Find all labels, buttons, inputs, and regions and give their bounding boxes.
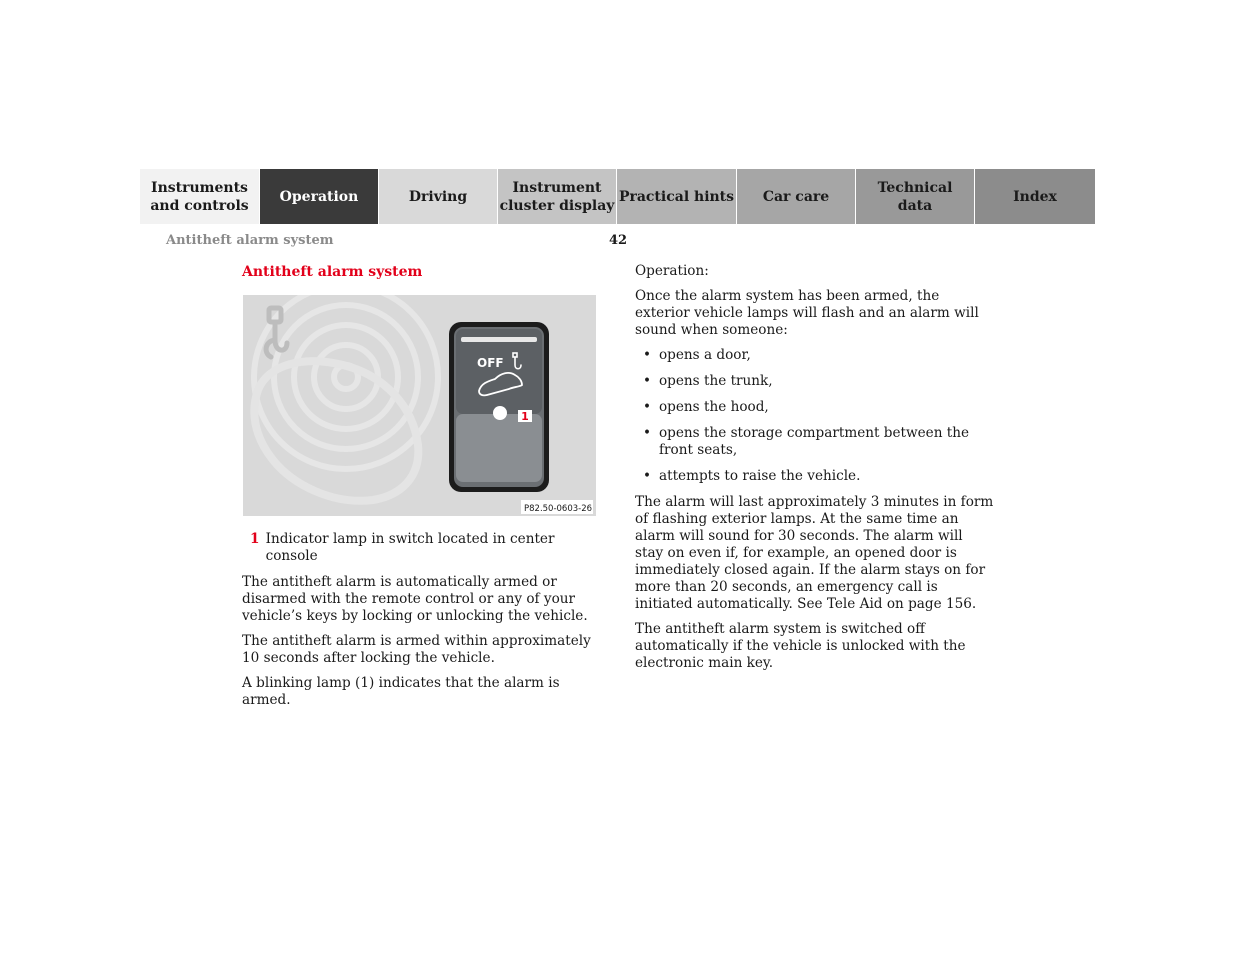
tab-driving[interactable]: Driving	[379, 169, 498, 224]
paragraph-switch-off: The antitheft alarm system is switched off automatically if the vehicle is unlocked with the electronic main key.	[635, 621, 966, 671]
callout-badge-number: 1	[521, 410, 529, 423]
paragraph-arming-delay	[242, 633, 602, 667]
callout-item	[250, 531, 602, 565]
tab-operation[interactable]: Operation	[260, 169, 379, 224]
paragraph-intro: Once the alarm system has been armed, the exterior vehicle lamps will flash and an alarm will sound when someone:	[635, 288, 979, 338]
section-title: Antitheft alarm system	[242, 264, 423, 280]
paragraph-blinking-lamp: A blinking lamp (1) indicates that the alarm is armed.	[242, 675, 560, 708]
list-item: • attempts to raise the vehicle.	[635, 468, 995, 485]
page-number: 42	[609, 233, 628, 248]
callout-text: Indicator lamp in switch located in center console	[265, 531, 555, 564]
trigger-list	[635, 347, 995, 485]
list-item: • opens a door,	[635, 347, 995, 364]
arming-delay-line2: 10 seconds after locking the vehicle.	[242, 650, 495, 666]
list-item: • opens the storage compartment between the front seats,	[635, 425, 995, 459]
list-item: • opens the trunk,	[635, 373, 995, 390]
indicator-lamp	[493, 406, 507, 420]
figure-code: P82.50-0603-26	[524, 504, 593, 514]
left-column	[242, 531, 602, 717]
chapter-nav	[140, 169, 1095, 224]
tab-practical-hints[interactable]: Practical hints	[617, 169, 737, 224]
paragraph-arming: The antitheft alarm is automatically armed or disarmed with the remote control or any of your vehicle’s keys by locking or unlocking the vehicle.	[242, 574, 588, 624]
console-switch	[449, 322, 549, 492]
list-item: • opens the hood,	[635, 399, 995, 416]
tab-technical-data[interactable]: Technical data	[856, 169, 975, 224]
callout-number: 1	[250, 531, 260, 547]
switch-off-label: OFF	[477, 356, 504, 370]
running-title: Antitheft alarm system	[166, 233, 334, 248]
right-column	[635, 263, 995, 680]
tab-instruments-and-controls[interactable]: Instruments and controls	[140, 169, 260, 224]
switch-light-strip	[461, 337, 537, 342]
tab-instrument-cluster-display[interactable]: Instrument cluster display	[498, 169, 617, 224]
tab-car-care[interactable]: Car care	[737, 169, 856, 224]
arming-delay-line1: The antitheft alarm is armed within approximately	[242, 633, 591, 649]
operation-heading: Operation:	[635, 263, 709, 279]
tab-index[interactable]: Index	[975, 169, 1095, 224]
alarm-switch-figure	[243, 295, 596, 516]
paragraph-alarm-duration: The alarm will last approximately 3 minutes in form of flashing exterior lamps. At the same time an alarm will sound for 30 seconds. The alarm will stay on even if, for example, an opened door is immediately closed again. If the alarm stays on for more than 20 seconds, an emergency call is initiated automatically. See Tele Aid on page 156.	[635, 494, 994, 612]
